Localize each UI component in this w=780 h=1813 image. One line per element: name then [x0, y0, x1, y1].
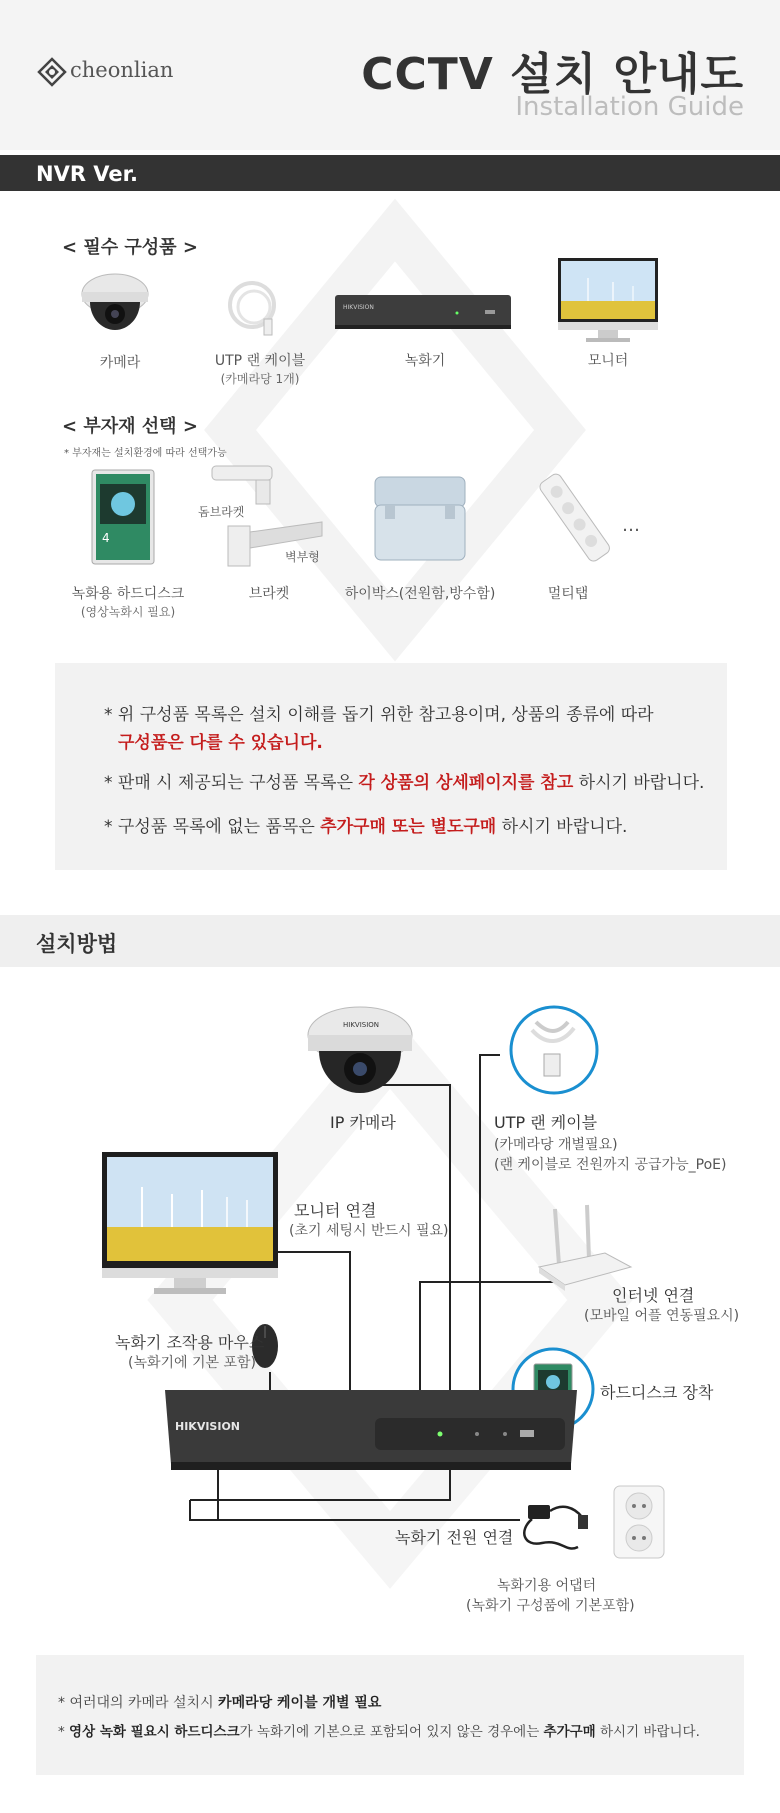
install-title: 설치방법 [36, 932, 118, 956]
item-hdd-label: 녹화용 하드디스크 [71, 586, 185, 602]
diagram-monitor-icon [102, 1152, 278, 1297]
diagram-monitor-sub: (초기 세팅시 반드시 필요) [289, 1223, 449, 1239]
diagram-mouse-sub: (녹화기에 기본 포함) [128, 1355, 257, 1371]
page-subtitle: Installation Guide [515, 92, 744, 122]
bottom-note-line-1: * 여러대의 카메라 설치시 카메라당 케이블 개별 필요 [58, 1695, 382, 1711]
nvr-brand-text: HIKVISION [175, 1420, 241, 1433]
diagram-monitor-label: 모니터 연결 [294, 1201, 377, 1220]
bottom-note-box [36, 1655, 744, 1775]
notice-line-1b: 구성품은 다를 수 있습니다. [118, 733, 323, 753]
diagram-utp-sub2: (랜 케이블로 전원까지 공급가능_PoE) [494, 1157, 727, 1173]
item-highbox-label: 하이박스(전원함,방수함) [344, 586, 496, 602]
notice-line-1: * 위 구성품 목록은 설치 이해를 돕기 위한 참고용이며, 상품의 종류에 따라 [104, 705, 654, 725]
item-monitor-label: 모니터 [587, 353, 629, 369]
item-utp-label: UTP 랜 케이블 [214, 353, 306, 369]
bottom-note-line-2: * 영상 녹화 필요시 하드디스크가 녹화기에 기본으로 포함되어 있지 않은 경우에는 추가구매 하시기 바랍니다. [58, 1724, 700, 1740]
diagram-adapter-label: 녹화기용 어댑터 [497, 1578, 597, 1594]
bracket-wall-label: 벽부형 [285, 550, 320, 564]
item-camera-label: 카메라 [99, 355, 141, 371]
ip-camera-icon [305, 1005, 415, 1105]
required-title: < 필수 구성품 > [62, 237, 198, 258]
notice-line-3: * 구성품 목록에 없는 품목은 추가구매 또는 별도구매 하시기 바랍니다. [104, 817, 628, 837]
item-nvr-label: 녹화기 [404, 353, 446, 369]
item-multitap-label: 멀티탭 [547, 586, 589, 602]
diagram-utp-label: UTP 랜 케이블 [494, 1113, 598, 1132]
notice-line-2: * 판매 시 제공되는 구성품 목록은 각 상품의 상세페이지를 참고 하시기 바랍니다. [104, 773, 705, 793]
logo-text: cheonlian [70, 58, 174, 82]
diagram-mouse-label: 녹화기 조작용 마우스 [115, 1333, 265, 1352]
page-title: CCTV 설치 안내도 [361, 49, 744, 100]
router-icon [535, 1205, 635, 1293]
diagram-camera-label: IP 카메라 [330, 1113, 396, 1132]
wall-outlet-icon [612, 1484, 666, 1560]
utp-cable-icon [508, 1004, 600, 1096]
diagram-internet-sub: (모바일 어플 연동필요시) [584, 1308, 740, 1324]
diagram-power-label: 녹화기 전원 연결 [395, 1528, 514, 1547]
item-utp-sub: (카메라당 1개) [220, 372, 300, 386]
item-hdd-sub: (영상녹화시 필요) [80, 605, 176, 619]
optional-note: * 부자재는 설치환경에 따라 선택가능 [64, 448, 227, 459]
version-label: NVR Ver. [36, 162, 138, 186]
diagram-hdd-label: 하드디스크 장착 [600, 1383, 714, 1402]
svg-text:4: 4 [102, 531, 110, 545]
more-ellipsis: … [622, 515, 640, 536]
item-bracket-label: 브라켓 [248, 586, 290, 602]
bracket-dome-label: 돔브라켓 [198, 505, 245, 519]
svg-text:HIKVISION: HIKVISION [343, 1021, 380, 1029]
adapter-icon [512, 1495, 602, 1557]
diagram-internet-label: 인터넷 연결 [612, 1286, 695, 1305]
diagram-utp-sub1: (카메라당 개별필요) [494, 1137, 618, 1153]
svg-text:HIKVISION: HIKVISION [343, 304, 374, 311]
diagram-nvr-icon [165, 1390, 577, 1472]
diagram-adapter-sub: (녹화기 구성품에 기본포함) [466, 1598, 635, 1614]
optional-title: < 부자재 선택 > [62, 416, 198, 437]
